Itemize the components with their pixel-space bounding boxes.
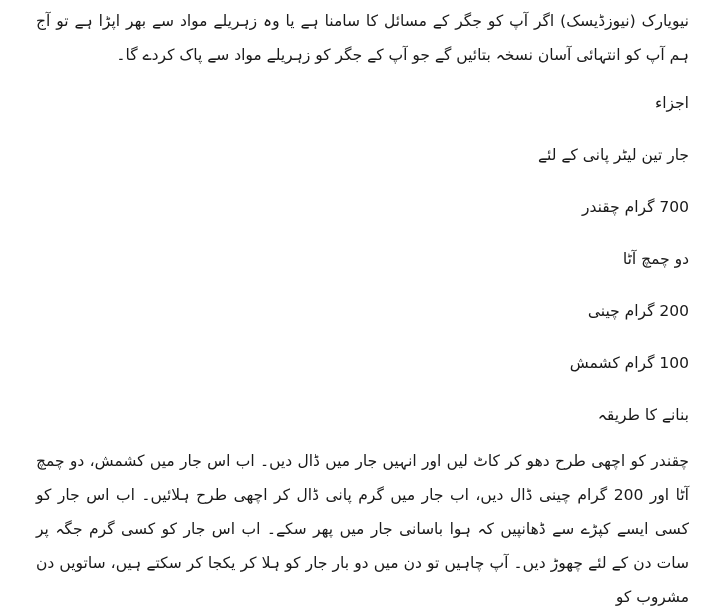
ingredient-item: 100 گرام کشمش: [569, 354, 689, 372]
article-intro: نیویارک (نیوزڈیسک) اگر آپ کو جگر کے مسائل کا سامنا ہے یا وہ زہریلے مواد سے بھر اپڑا ہے تو آج ہم آپ کو انتہائی آسان نسخہ بتائیں گے جو آپ کے جگر کو زہریلے مواد سے پاک کردے گا۔: [36, 12, 689, 64]
ingredients-heading: اجزاء: [654, 94, 689, 112]
ingredient-item: جار تین لیٹر پانی کے لئے: [537, 146, 689, 164]
ingredient-item: 200 گرام چینی: [587, 302, 689, 320]
method-heading: بنانے کا طریقہ: [597, 406, 689, 424]
method-text: چقندر کو اچھی طرح دھو کر کاٹ لیں اور انہیں جار میں ڈال دیں۔ اب اس جار میں کشمش، دو چمچ آٹا اور 200 گرام چینی ڈال دیں، اب جار میں گرم پانی ڈال کر اچھی طرح ہلائیں۔ اب اس جار کو کسی ایسے کپڑے سے ڈھانپیں کہ ہوا باسانی جار میں پھر سکے۔ اب اس جار کو کسی گرم جگہ پر سات دن کے لئے چھوڑ دیں۔ آپ چاہیں تو دن میں دو بار جار کو ہلا کر یکجا کر سکتے ہیں، ساتویں دن مشروب کو: [36, 452, 689, 606]
ingredient-item: 700 گرام چقندر: [581, 198, 689, 216]
ingredient-item: دو چمچ آٹا: [622, 250, 689, 268]
